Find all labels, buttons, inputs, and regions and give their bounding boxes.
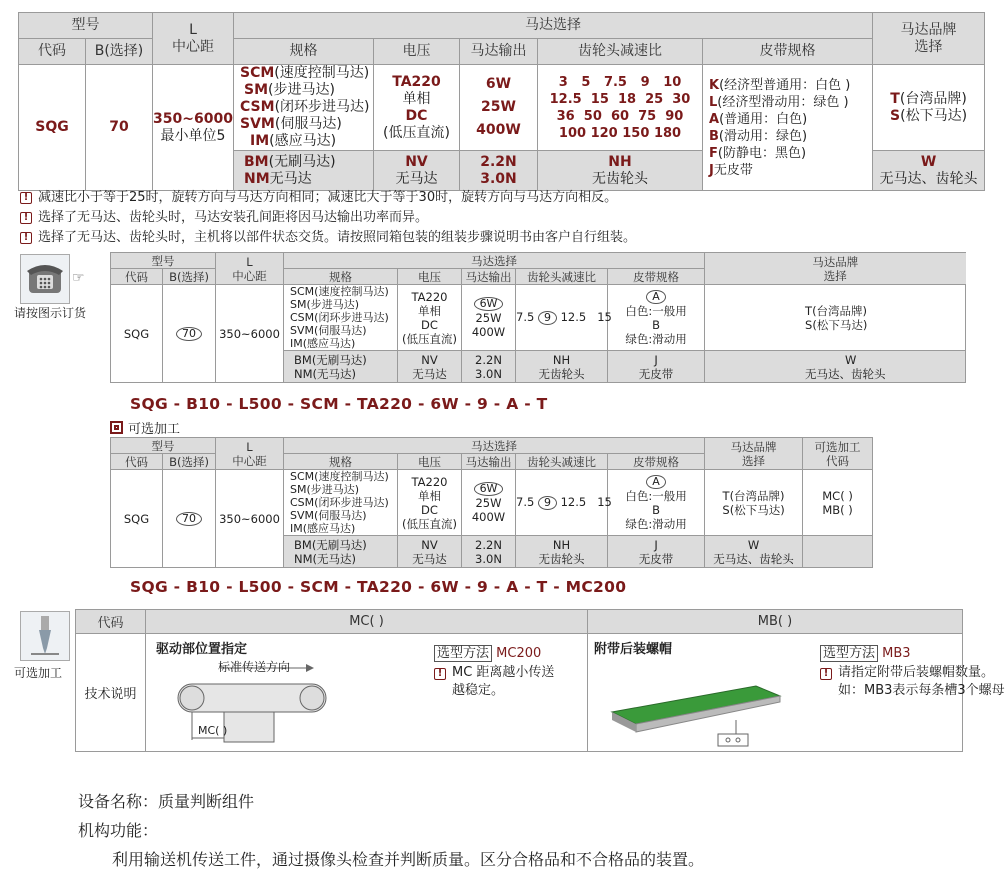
hd-model: 型号 — [111, 253, 216, 269]
hd-motor-select: 马达选择 — [284, 253, 705, 269]
cell-brands: T(台湾品牌) S(松下马达) — [705, 470, 803, 536]
cell-b70: 70 — [86, 65, 153, 191]
equipment-name: 设备名称：质量判断组件 — [78, 792, 255, 811]
hd-spec: 规格 — [284, 269, 398, 285]
hd-output: 马达输出 — [460, 39, 538, 65]
hd-gear-ratio: 齿轮头减速比 — [516, 454, 608, 470]
hd-center: L 中心距 — [216, 253, 284, 285]
cell-out-n: 2.2N 3.0N — [462, 536, 516, 568]
hd-output: 马达输出 — [462, 269, 516, 285]
cell-voltage: TA220 单相 DC (低压直流) — [398, 285, 462, 351]
mc-cell — [146, 634, 588, 752]
cell-specs: SCM(速度控制马达) SM(步进马达) CSM(闭环步进马达) SVM(伺服马达) IM(感应马达) — [234, 65, 374, 151]
hd-gear-ratio: 齿轮头减速比 — [538, 39, 703, 65]
order-code-1: SQG - B10 - L500 - SCM - TA220 - 6W - 9 - A - T — [130, 395, 548, 413]
mb-cell — [588, 634, 1005, 752]
warning-icon: ! — [820, 668, 832, 680]
cell-b70: 70 — [163, 470, 216, 568]
hd-gear-ratio: 齿轮头减速比 — [516, 269, 608, 285]
cell-specs: SCM(速度控制马达) SM(步进马达) CSM(闭环步进马达) SVM(伺服马达) IM(感应马达) — [284, 285, 398, 351]
order-label: 请按图示订货 — [14, 306, 87, 320]
cell-opt: MC( ) MB( ) — [803, 470, 873, 536]
cell-brands: T(台湾品牌) S(松下马达) — [705, 285, 966, 351]
opt-example-table — [110, 437, 966, 568]
warning-icon: ! — [20, 192, 32, 204]
blank — [873, 438, 966, 568]
mc-note: ! MC 距离越小传送 越稳定。 — [434, 664, 554, 700]
hd-brand: 马达品牌 选择 — [873, 13, 985, 65]
option-detail-table — [75, 609, 1005, 752]
cell-out-n: 2.2N 3.0N — [460, 151, 538, 191]
cell-j: J 无皮带 — [608, 351, 705, 383]
hd-brand: 马达品牌 选择 — [705, 253, 966, 285]
notes — [20, 188, 636, 248]
hd-mb: MB( ) — [588, 610, 963, 634]
opt-side-label: 可选加工 — [14, 666, 63, 680]
function-label: 机构功能： — [78, 821, 159, 840]
cell-w: W 无马达、齿轮头 — [873, 151, 985, 191]
note-2: ! 选择了无马达、齿轮头时，马达安装孔间距将因马达输出功率而异。 — [20, 208, 636, 228]
cell-out-n: 2.2N 3.0N — [462, 351, 516, 383]
function-desc: 利用输送机传送工件，通过摄像头检查并判断质量。区分合格品和不合格品的装置。 — [112, 850, 705, 869]
cell-voltage: TA220 单相 DC (低压直流) — [374, 65, 460, 151]
cell-w: W 无马达、齿轮头 — [705, 536, 803, 568]
warning-icon: ! — [20, 212, 32, 224]
machining-tool-icon — [20, 611, 70, 661]
cell-nv: NV 无马达 — [374, 151, 460, 191]
cell-opt-blank — [803, 536, 873, 568]
hd-spec: 规格 — [234, 39, 374, 65]
hd-voltage: 电压 — [398, 269, 462, 285]
hd-voltage: 电压 — [374, 39, 460, 65]
cell-specs: SCM(速度控制马达) SM(步进马达) CSM(闭环步进马达) SVM(伺服马达) IM(感应马达) — [284, 470, 398, 536]
cell-specs-2: BM(无刷马达) NM(无马达) — [284, 351, 398, 383]
mc-std-label: 标准传送方向 — [218, 660, 291, 674]
order-code-2: SQG - B10 - L500 - SCM - TA220 - 6W - 9 - A - T - MC200 — [130, 578, 627, 596]
hd-spec: 规格 — [284, 454, 398, 470]
cell-ratios: 7.5 9 12.5 15 — [516, 285, 608, 351]
cell-specs-2: BM(无刷马达) NM(无马达) — [284, 536, 398, 568]
hd-belt: 皮带规格 — [608, 454, 705, 470]
mb-note: ! 请指定附带后装螺帽数量。 如：MB3表示每条槽3个螺母 — [820, 664, 1005, 700]
cell-sqg: SQG — [111, 470, 163, 568]
hd-voltage: 电压 — [398, 454, 462, 470]
cell-range: 350~6000 — [216, 470, 284, 568]
cell-nv: NV 无马达 — [398, 536, 462, 568]
hd-code: 代码 — [76, 610, 146, 634]
cell-belts: A 白色:一般用 B 绿色:滑动用 — [608, 285, 705, 351]
note-3: ! 选择了无马达、齿轮头时，主机将以部件状态交货。请按照同箱包装的组装步骤说明书由客户自行组装。 — [20, 228, 636, 248]
hd-b-option: B(选择) — [163, 269, 216, 285]
mc-dim-label: MC( ) — [198, 724, 228, 737]
cell-sqg: SQG — [111, 285, 163, 383]
hd-motor-select: 马达选择 — [284, 438, 705, 454]
note-1: ! 减速比小于等于25时，旋转方向与马达方向相同；减速比大于等于30时，旋转方向与马达方向相反。 — [20, 188, 636, 208]
mb-select: 选型方法 MB3 — [820, 642, 911, 661]
hd-belt: 皮带规格 — [703, 39, 873, 65]
cell-ratios: 7.5 9 12.5 15 — [516, 470, 608, 536]
hd-center: L 中心距 — [216, 438, 284, 470]
cell-output: 6W 25W 400W — [462, 470, 516, 536]
hd-model: 型号 — [19, 13, 153, 39]
cell-belts: K(经济型普通用：白色 ) L(经济型滑动用：绿色 ) A(普通用：白色) B(滑动用：绿色) F(防静电：黑色) J无皮带 — [703, 65, 873, 191]
hd-code: 代码 — [111, 269, 163, 285]
hd-opt: 可选加工 代码 — [803, 438, 873, 470]
cell-specs-2: BM(无刷马达) NM无马达 — [234, 151, 374, 191]
phone-icon — [20, 254, 70, 304]
hd-belt: 皮带规格 — [608, 269, 705, 285]
cell-output: 6W 25W 400W — [460, 65, 538, 151]
cell-nh: NH 无齿轮头 — [538, 151, 703, 191]
mb-title: 附带后装螺帽 — [594, 642, 673, 657]
warning-icon: ! — [434, 668, 446, 680]
order-example-table — [110, 252, 966, 383]
cell-j: J 无皮带 — [608, 536, 705, 568]
cell-w: W 无马达、齿轮头 — [705, 351, 966, 383]
cell-range: 350~6000 最小单位5 — [153, 65, 234, 191]
cell-range: 350~6000 — [216, 285, 284, 383]
pointing-hand-icon: ☞ — [72, 270, 85, 286]
tech-label: 技术说明 — [76, 634, 146, 752]
hd-code: 代码 — [111, 454, 163, 470]
cell-b70: 70 — [163, 285, 216, 383]
cell-ratios: 3 5 7.5 9 10 12.5 15 18 25 30 36 50 60 75 90 100 120 150 180 — [538, 65, 703, 151]
hd-center: L 中心距 — [153, 13, 234, 65]
hd-model: 型号 — [111, 438, 216, 454]
cell-sqg: SQG — [19, 65, 86, 191]
hd-b-option: B(选择) — [163, 454, 216, 470]
cell-output: 6W 25W 400W — [462, 285, 516, 351]
opt-title: 可选加工 — [110, 418, 180, 437]
hd-code: 代码 — [19, 39, 86, 65]
cell-nh: NH 无齿轮头 — [516, 351, 608, 383]
hd-motor-select: 马达选择 — [234, 13, 873, 39]
bullet-icon — [110, 421, 123, 434]
spec-table-main — [18, 12, 985, 191]
hd-mc: MC( ) — [146, 610, 588, 634]
cell-belts: A 白色:一般用 B 绿色:滑动用 — [608, 470, 705, 536]
cell-brands: T(台湾品牌) S(松下马达) — [873, 65, 985, 151]
mc-select: 选型方法 MC200 — [434, 642, 541, 661]
hd-brand: 马达品牌 选择 — [705, 438, 803, 470]
cell-nv: NV 无马达 — [398, 351, 462, 383]
mc-title: 驱动部位置指定 — [156, 642, 248, 657]
conveyor-image — [606, 660, 786, 752]
cell-nh: NH 无齿轮头 — [516, 536, 608, 568]
warning-icon: ! — [20, 232, 32, 244]
hd-b-option: B(选择) — [86, 39, 153, 65]
hd-output: 马达输出 — [462, 454, 516, 470]
cell-voltage: TA220 单相 DC (低压直流) — [398, 470, 462, 536]
